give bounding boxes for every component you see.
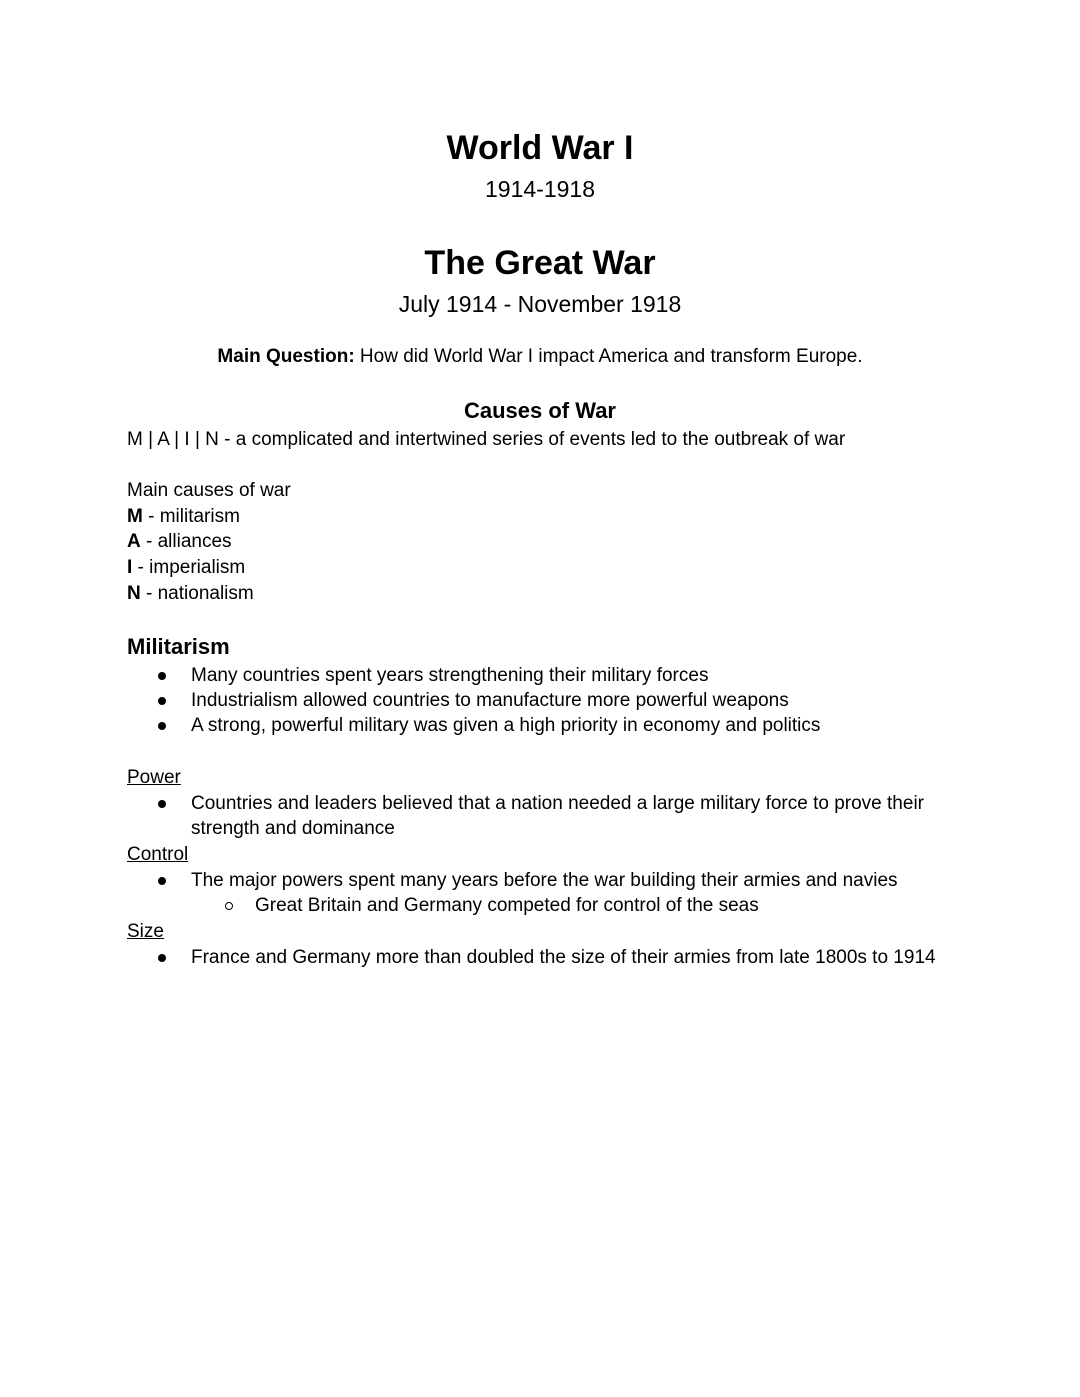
main-question-label: Main Question: [217, 346, 355, 367]
acronym-line: M | A | I | N - a complicated and intertwined series of events led to the outbreak of war [127, 429, 846, 450]
cause-letter: M [127, 506, 143, 527]
page-years: 1914-1918 [485, 176, 595, 202]
cause-text: - nationalism [140, 583, 254, 604]
cause-text: - militarism [142, 506, 240, 527]
cause-letter: N [127, 583, 141, 604]
bullet-icon [158, 800, 166, 808]
militarism-bullet: A strong, powerful military was given a high priority in economy and politics [191, 715, 821, 736]
bullet-icon [158, 722, 166, 730]
bullet-icon [158, 954, 166, 962]
bullet-icon [158, 672, 166, 680]
militarism-bullet: Many countries spent years strengthening their military forces [191, 665, 709, 686]
cause-item [127, 557, 245, 579]
causes-heading: Causes of War [463, 398, 616, 423]
cause-text: - alliances [140, 531, 232, 552]
control-label: Control [127, 844, 189, 865]
cause-item [127, 506, 240, 528]
control-bullet: The major powers spent many years before the war building their armies and navies [191, 870, 898, 891]
cause-letter: I [127, 557, 133, 578]
bullet-icon [158, 877, 166, 885]
size-bullet: France and Germany more than doubled the size of their armies from late 1800s to 1914 [191, 947, 936, 968]
militarism-heading: Militarism [127, 634, 230, 659]
size-label: Size [127, 921, 164, 942]
militarism-bullet: Industrialism allowed countries to manufacture more powerful weapons [191, 690, 789, 711]
page-title: World War I [446, 129, 634, 167]
cause-item [127, 583, 254, 605]
causes-list-title: Main causes of war [127, 480, 291, 501]
cause-letter: A [127, 531, 141, 552]
page-dates: July 1914 - November 1918 [398, 291, 682, 317]
bullet-icon [158, 697, 166, 705]
cause-text: - imperialism [132, 557, 246, 578]
sub-bullet-icon [225, 902, 233, 910]
main-question [0, 346, 1080, 368]
control-sub-bullet: Great Britain and Germany competed for control of the seas [255, 895, 759, 916]
cause-item [127, 531, 232, 553]
power-bullet: Countries and leaders believed that a nation needed a large military force to prove their strength and dominance [191, 793, 924, 839]
main-question-text: How did World War I impact America and transform Europe. [354, 346, 863, 367]
power-label: Power [127, 767, 181, 788]
page-subtitle: The Great War [424, 244, 656, 282]
